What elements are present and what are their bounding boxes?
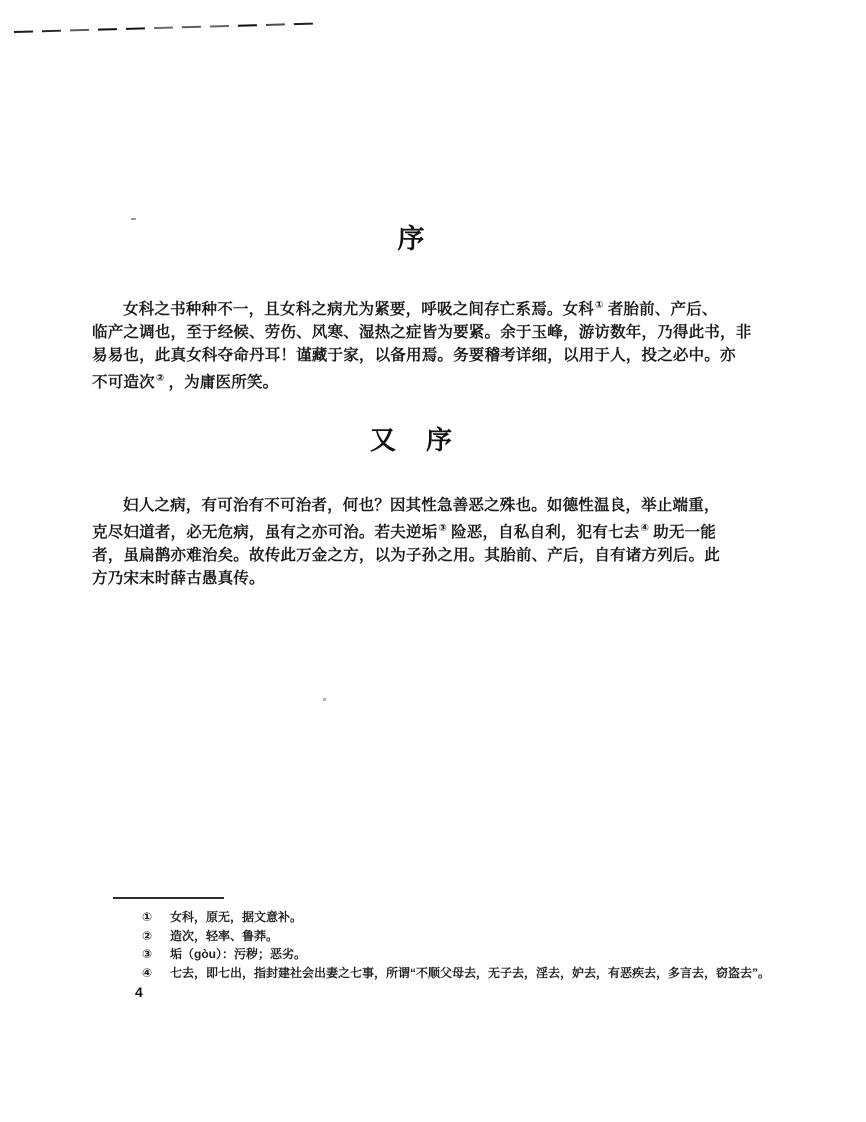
- text-line: [92, 344, 736, 367]
- footnote-item: [142, 945, 770, 964]
- dash-mark: [294, 23, 313, 26]
- text-line: [92, 517, 732, 544]
- footnote-separator-rule: [113, 897, 224, 899]
- footnote-item: [142, 964, 770, 983]
- text-segment: 不可造次: [92, 374, 155, 392]
- text-line: [92, 544, 732, 567]
- dash-mark: [154, 27, 173, 30]
- text-segment: 者，虽扁鹊亦难治矣。故传此万金之方，以为子孙之用。其胎前、产后，自有诸方列后。此: [92, 547, 721, 565]
- footnote-ref: ④: [640, 523, 650, 534]
- footnote-text: 女科，原无，据文意补。: [170, 910, 303, 924]
- text-segment: 克尽妇道者，必无危病，虽有之亦可治。若夫逆垢: [92, 524, 438, 542]
- footnote-text: 垢（gòu）：污秽；恶劣。: [170, 947, 306, 961]
- text-segment: ，为庸医所笑。: [168, 374, 279, 392]
- footnote-list: [142, 908, 770, 982]
- text-line: [92, 567, 732, 590]
- footnote-marker: ①: [142, 910, 153, 924]
- dash-mark: [14, 30, 33, 33]
- footnote-ref: ①: [595, 300, 604, 311]
- footnote-ref: ②: [155, 373, 165, 385]
- page-number: 4: [135, 984, 143, 1000]
- footnote-item: [142, 908, 770, 927]
- text-line: [92, 294, 732, 321]
- dash-mark: [210, 25, 229, 28]
- footnote-text: 七去，即七出，指封建社会出妻之七事，所谓“不顺父母去，无子去，淫去，妒去，有恶疾去，多言去，窃盗去”。: [170, 965, 771, 980]
- footnote-marker: ④: [142, 965, 153, 980]
- second-preface-title: 又 序: [369, 425, 454, 455]
- text-line: [92, 367, 732, 394]
- footnote-marker: ②: [142, 928, 153, 943]
- text-segment: 临产之调也，至于经候、劳伤、风寒、湿热之症皆为要紧。余于玉峰，游访数年，乃得此书，非: [92, 324, 752, 342]
- text-segment: 助无一能: [653, 524, 716, 542]
- footnote-marker: ③: [142, 947, 153, 961]
- text-segment: 方乃宋末时薛古愚真传。: [92, 570, 265, 588]
- preface-paragraph: [92, 294, 752, 394]
- text-segment: 者胎前、产后、: [607, 301, 718, 319]
- dash-mark: [238, 24, 257, 27]
- text-segment: 易易也，此真女科夺命丹耳！谨藏于家，以备用焉。务要稽考详细，以用于人，投之必中。亦: [92, 347, 736, 365]
- footnote-item: [142, 927, 770, 946]
- footnote-ref: ③: [438, 523, 448, 534]
- dash-mark: [42, 30, 61, 33]
- footnote-text: 造次，轻率、鲁莽。: [170, 928, 279, 943]
- dash-mark: [182, 26, 201, 29]
- dash-mark: [126, 27, 145, 30]
- scan-speck: [323, 698, 326, 701]
- scan-artifact-dashes: [14, 23, 313, 33]
- dash-mark: [70, 29, 89, 32]
- dash-mark: [266, 23, 285, 26]
- text-line: [92, 321, 752, 344]
- preface-title: 序: [397, 224, 427, 254]
- text-segment: 女科之书种种不一，且女科之病尤为紧要，呼吸之间存亡系焉。女科: [123, 301, 595, 319]
- dash-mark: [98, 28, 117, 31]
- text-segment: 妇人之病，有可治有不可治者，何也？因其性急善恶之殊也。如德性温良，举止端重，: [123, 497, 720, 514]
- text-segment: 险恶，自私自利，犯有七去: [451, 524, 640, 542]
- text-line: [92, 494, 732, 517]
- second-preface-paragraph: [92, 494, 732, 590]
